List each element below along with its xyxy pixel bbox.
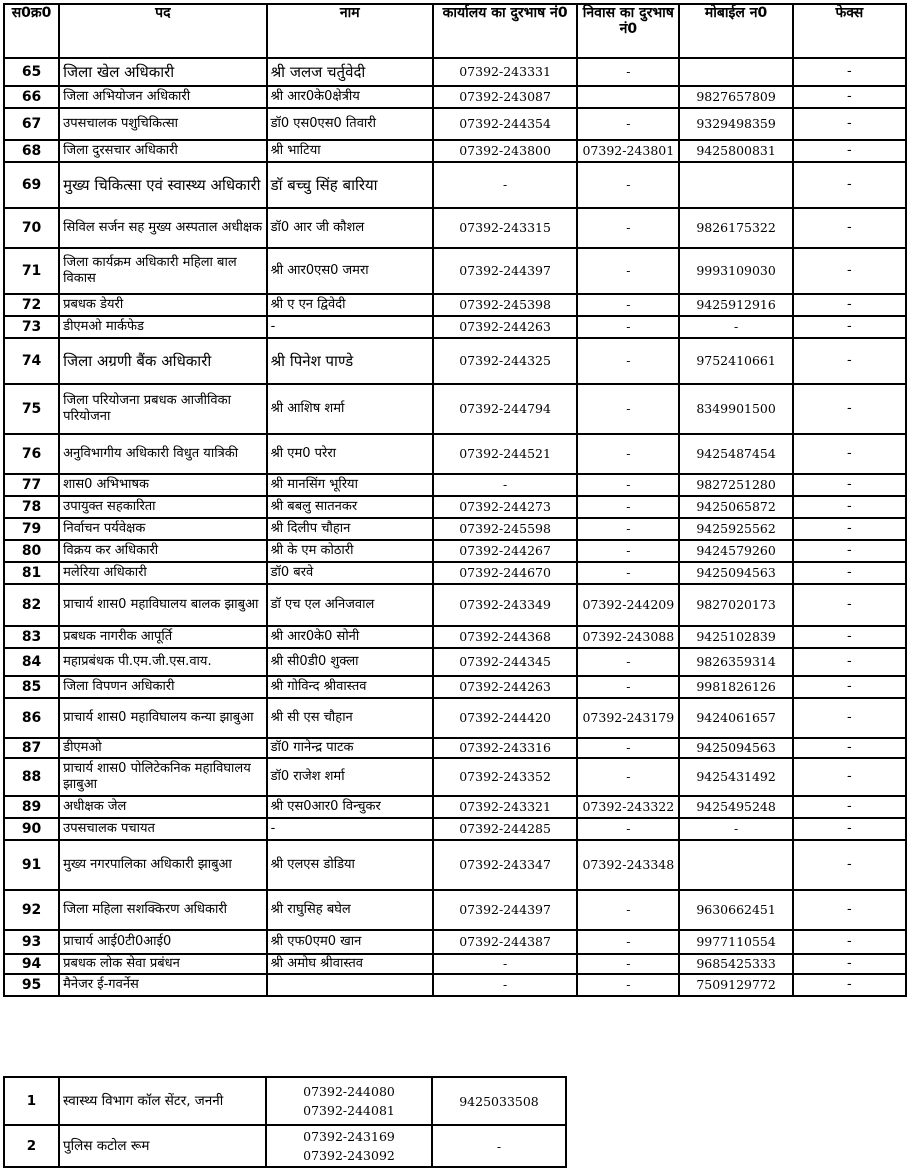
cell-name: श्री राघुसिह बघेल <box>267 890 433 930</box>
cell-mobile: 9424579260 <box>679 540 792 562</box>
header-office-phone: कार्यालय का दुरभाष नं0 <box>433 4 577 58</box>
cell-post: डीएमओ मार्कफेड <box>59 316 266 338</box>
cell-mobile: 9425094563 <box>679 738 792 758</box>
cell-serial: 77 <box>4 474 59 496</box>
cell-fax: - <box>793 294 906 316</box>
cell-post: प्रबधक लोक सेवा प्रबंधन <box>59 954 266 974</box>
cell-post: प्राचार्य शास0 महाविघालय कन्या झाबुआ <box>59 698 266 738</box>
cell-residence-phone: - <box>577 248 679 294</box>
cell-mobile: 9827020173 <box>679 584 792 626</box>
cell-residence-phone: - <box>577 562 679 584</box>
cell-residence-phone: - <box>577 676 679 698</box>
cell-post: जिला परियोजना प्रबधक आजीविका परियोजना <box>59 384 266 434</box>
cell-serial: 2 <box>4 1125 59 1167</box>
table-row <box>4 58 906 86</box>
cell-name: श्री गोविन्द श्रीवास्तव <box>267 676 433 698</box>
cell-office-phone: 07392-244354 <box>433 108 577 140</box>
table-row <box>4 738 906 758</box>
cell-mobile: - <box>432 1125 566 1167</box>
cell-fax: - <box>793 954 906 974</box>
cell-name: डॉ0 बरवे <box>267 562 433 584</box>
cell-name: श्री सी0डी0 शुक्ला <box>267 648 433 676</box>
cell-serial: 82 <box>4 584 59 626</box>
table-row <box>4 108 906 140</box>
cell-post: उपायुक्त सहकारिता <box>59 496 266 518</box>
cell-fax: - <box>793 162 906 208</box>
cell-office-phone: 07392-243349 <box>433 584 577 626</box>
cell-post: जिला महिला सशक्किरण अधिकारी <box>59 890 266 930</box>
cell-mobile: 9425431492 <box>679 758 792 796</box>
table-row <box>4 338 906 384</box>
cell-office-phone: 07392-243315 <box>433 208 577 248</box>
cell-office-phone: 07392-245398 <box>433 294 577 316</box>
table-row <box>4 562 906 584</box>
cell-mobile <box>679 162 792 208</box>
cell-residence-phone: - <box>577 108 679 140</box>
cell-name: डॉ0 राजेश शर्मा <box>267 758 433 796</box>
cell-fax: - <box>793 496 906 518</box>
cell-serial: 71 <box>4 248 59 294</box>
cell-mobile: 9329498359 <box>679 108 792 140</box>
cell-residence-phone: 07392-243322 <box>577 796 679 818</box>
cell-name: डॉ एच एल अनिजवाल <box>267 584 433 626</box>
cell-fax: - <box>793 584 906 626</box>
cell-residence-phone: - <box>577 540 679 562</box>
cell-serial: 89 <box>4 796 59 818</box>
cell-serial: 84 <box>4 648 59 676</box>
header-serial: स0क्र0 <box>4 4 59 58</box>
table-row <box>4 930 906 954</box>
cell-residence-phone: - <box>577 496 679 518</box>
header-row <box>4 4 906 58</box>
cell-service: पुलिस कटोल रूम <box>59 1125 266 1167</box>
cell-name: श्री सी एस चौहान <box>267 698 433 738</box>
cell-name: श्री बबलु सातनकर <box>267 496 433 518</box>
cell-residence-phone: - <box>577 474 679 496</box>
cell-fax: - <box>793 474 906 496</box>
cell-residence-phone: - <box>577 758 679 796</box>
cell-post: मलेरिया अधिकारी <box>59 562 266 584</box>
table-row <box>4 316 906 338</box>
table-row <box>4 434 906 474</box>
helpline-row <box>4 1125 566 1167</box>
table-row <box>4 140 906 162</box>
cell-post: शास0 अभिभाषक <box>59 474 266 496</box>
cell-fax: - <box>793 818 906 840</box>
cell-office-phone: 07392-243347 <box>433 840 577 890</box>
cell-residence-phone <box>577 86 679 108</box>
cell-mobile: - <box>679 316 792 338</box>
cell-post: उपसचालक पचायत <box>59 818 266 840</box>
cell-post: महाप्रबंधक पी.एम.जी.एस.वाय. <box>59 648 266 676</box>
cell-fax: - <box>793 930 906 954</box>
cell-office-phone: 07392-244397 <box>433 890 577 930</box>
cell-office-phone: 07392-244345 <box>433 648 577 676</box>
header-fax: फेक्स <box>793 4 906 58</box>
cell-residence-phone: - <box>577 316 679 338</box>
cell-post: विक्रय कर अधिकारी <box>59 540 266 562</box>
cell-phones <box>266 1125 432 1167</box>
table-row <box>4 954 906 974</box>
table-row <box>4 384 906 434</box>
table-row <box>4 974 906 996</box>
cell-serial: 92 <box>4 890 59 930</box>
header-residence-phone: निवास का दुरभाष नं0 <box>577 4 679 58</box>
cell-name: श्री भाटिया <box>267 140 433 162</box>
cell-phones <box>266 1077 432 1125</box>
cell-serial: 95 <box>4 974 59 996</box>
cell-fax: - <box>793 208 906 248</box>
helpline-row <box>4 1077 566 1125</box>
cell-mobile: 9425487454 <box>679 434 792 474</box>
cell-name: श्री के एम कोठारी <box>267 540 433 562</box>
phone-number: 07392-244080 <box>303 1084 395 1099</box>
cell-mobile: 9425065872 <box>679 496 792 518</box>
cell-mobile: 9752410661 <box>679 338 792 384</box>
cell-post: प्रबधक डेयरी <box>59 294 266 316</box>
phone-number: 07392-244081 <box>303 1103 395 1118</box>
cell-name: डॉ0 एस0एस0 तिवारी <box>267 108 433 140</box>
cell-name: श्री एम0 परेरा <box>267 434 433 474</box>
cell-mobile: 9425495248 <box>679 796 792 818</box>
table-row <box>4 294 906 316</box>
cell-name: श्री अमोघ श्रीवास्तव <box>267 954 433 974</box>
cell-serial: 68 <box>4 140 59 162</box>
cell-serial: 81 <box>4 562 59 584</box>
cell-office-phone: 07392-244325 <box>433 338 577 384</box>
cell-mobile: 9685425333 <box>679 954 792 974</box>
cell-name: श्री आर0एस0 जमरा <box>267 248 433 294</box>
cell-post: जिला खेल अधिकारी <box>59 58 266 86</box>
cell-serial: 80 <box>4 540 59 562</box>
table-row <box>4 890 906 930</box>
cell-fax: - <box>793 434 906 474</box>
cell-serial: 86 <box>4 698 59 738</box>
cell-residence-phone: - <box>577 294 679 316</box>
cell-office-phone: 07392-244397 <box>433 248 577 294</box>
cell-mobile: 9977110554 <box>679 930 792 954</box>
cell-serial: 69 <box>4 162 59 208</box>
cell-service: स्वास्थ्य विभाग कॉल सेंटर, जननी <box>59 1077 266 1125</box>
cell-fax: - <box>793 316 906 338</box>
cell-office-phone: 07392-244267 <box>433 540 577 562</box>
cell-post: जिला कार्यक्रम अधिकारी महिला बाल विकास <box>59 248 266 294</box>
cell-serial: 83 <box>4 626 59 648</box>
cell-residence-phone: - <box>577 518 679 540</box>
cell-name: - <box>267 818 433 840</box>
cell-office-phone: - <box>433 162 577 208</box>
cell-name: श्री पिनेश पाण्डे <box>267 338 433 384</box>
header-mobile: मोबाईल न0 <box>679 4 792 58</box>
cell-office-phone: 07392-243800 <box>433 140 577 162</box>
cell-name: श्री आर0के0क्षेत्रीय <box>267 86 433 108</box>
cell-serial: 91 <box>4 840 59 890</box>
cell-office-phone: 07392-244521 <box>433 434 577 474</box>
cell-mobile: 9425912916 <box>679 294 792 316</box>
cell-fax: - <box>793 738 906 758</box>
cell-residence-phone: - <box>577 954 679 974</box>
table-row <box>4 676 906 698</box>
cell-office-phone: 07392-244670 <box>433 562 577 584</box>
table-row <box>4 496 906 518</box>
cell-name: श्री आर0के0 सोनी <box>267 626 433 648</box>
cell-fax: - <box>793 562 906 584</box>
table-row <box>4 474 906 496</box>
cell-residence-phone: - <box>577 434 679 474</box>
cell-post: मुख्य चिकित्सा एवं स्वास्थ्य अधिकारी <box>59 162 266 208</box>
cell-serial: 94 <box>4 954 59 974</box>
cell-office-phone: 07392-243316 <box>433 738 577 758</box>
cell-residence-phone: - <box>577 890 679 930</box>
cell-name: श्री ए एन द्विवेदी <box>267 294 433 316</box>
cell-name: श्री एस0आर0 विन्चुकर <box>267 796 433 818</box>
cell-office-phone: 07392-244368 <box>433 626 577 648</box>
phone-number: 07392-243092 <box>303 1148 395 1163</box>
cell-name <box>267 974 433 996</box>
table-row <box>4 540 906 562</box>
cell-serial: 76 <box>4 434 59 474</box>
cell-mobile: 9826359314 <box>679 648 792 676</box>
cell-serial: 88 <box>4 758 59 796</box>
cell-mobile: 9993109030 <box>679 248 792 294</box>
cell-serial: 74 <box>4 338 59 384</box>
cell-post: जिला अग्रणी बैंक अधिकारी <box>59 338 266 384</box>
cell-office-phone: - <box>433 974 577 996</box>
cell-residence-phone: - <box>577 338 679 384</box>
cell-post: उपसचालक पशुचिकित्सा <box>59 108 266 140</box>
cell-name: श्री एलएस डोडिया <box>267 840 433 890</box>
cell-office-phone: - <box>433 954 577 974</box>
helpline-table <box>3 1076 567 1168</box>
cell-residence-phone: - <box>577 738 679 758</box>
cell-name: श्री दिलीप चौहान <box>267 518 433 540</box>
cell-fax: - <box>793 140 906 162</box>
cell-residence-phone: - <box>577 974 679 996</box>
cell-post: प्राचार्य आई0टी0आई0 <box>59 930 266 954</box>
cell-office-phone: 07392-244273 <box>433 496 577 518</box>
cell-name: डॉ बच्चु सिंह बारिया <box>267 162 433 208</box>
cell-office-phone: 07392-244794 <box>433 384 577 434</box>
cell-fax: - <box>793 86 906 108</box>
cell-fax: - <box>793 518 906 540</box>
cell-residence-phone: - <box>577 648 679 676</box>
cell-post: मैनेजर ई-गवर्नेस <box>59 974 266 996</box>
cell-office-phone: 07392-245598 <box>433 518 577 540</box>
cell-mobile <box>679 58 792 86</box>
cell-serial: 79 <box>4 518 59 540</box>
cell-mobile: 9424061657 <box>679 698 792 738</box>
cell-mobile: 8349901500 <box>679 384 792 434</box>
cell-residence-phone: - <box>577 208 679 248</box>
cell-residence-phone: - <box>577 58 679 86</box>
cell-fax: - <box>793 648 906 676</box>
cell-fax: - <box>793 338 906 384</box>
table-row <box>4 758 906 796</box>
cell-office-phone: 07392-244420 <box>433 698 577 738</box>
cell-office-phone: 07392-243087 <box>433 86 577 108</box>
cell-post: जिला दुरसचार अधिकारी <box>59 140 266 162</box>
cell-office-phone: 07392-244263 <box>433 316 577 338</box>
cell-residence-phone: 07392-243348 <box>577 840 679 890</box>
cell-post: सिविल सर्जन सह मुख्य अस्पताल अधीक्षक <box>59 208 266 248</box>
header-post: पद <box>59 4 266 58</box>
cell-post: निर्वाचन पर्यवेक्षक <box>59 518 266 540</box>
cell-residence-phone: 07392-243179 <box>577 698 679 738</box>
cell-residence-phone: 07392-243088 <box>577 626 679 648</box>
cell-mobile: 9425800831 <box>679 140 792 162</box>
cell-serial: 66 <box>4 86 59 108</box>
header-name: नाम <box>267 4 433 58</box>
cell-fax: - <box>793 698 906 738</box>
cell-mobile: - <box>679 818 792 840</box>
cell-post: अधीक्षक जेल <box>59 796 266 818</box>
cell-residence-phone: - <box>577 384 679 434</box>
cell-fax: - <box>793 974 906 996</box>
cell-fax: - <box>793 384 906 434</box>
cell-fax: - <box>793 58 906 86</box>
cell-residence-phone: 07392-243801 <box>577 140 679 162</box>
cell-office-phone: 07392-243331 <box>433 58 577 86</box>
cell-residence-phone: 07392-244209 <box>577 584 679 626</box>
phone-number: 07392-243169 <box>303 1129 395 1144</box>
cell-serial: 67 <box>4 108 59 140</box>
table-row <box>4 248 906 294</box>
table-row <box>4 584 906 626</box>
cell-mobile <box>679 840 792 890</box>
cell-serial: 78 <box>4 496 59 518</box>
cell-office-phone: 07392-244263 <box>433 676 577 698</box>
cell-post: जिला विपणन अधिकारी <box>59 676 266 698</box>
cell-name: श्री एफ0एम0 खान <box>267 930 433 954</box>
cell-mobile: 9981826126 <box>679 676 792 698</box>
cell-name: - <box>267 316 433 338</box>
contact-directory-table <box>3 3 907 997</box>
cell-serial: 70 <box>4 208 59 248</box>
table-row <box>4 626 906 648</box>
cell-office-phone: 07392-244387 <box>433 930 577 954</box>
cell-post: प्रबधक नागरीक आपूर्ति <box>59 626 266 648</box>
table-row <box>4 648 906 676</box>
cell-fax: - <box>793 890 906 930</box>
cell-fax: - <box>793 248 906 294</box>
cell-mobile: 9630662451 <box>679 890 792 930</box>
cell-mobile: 9827657809 <box>679 86 792 108</box>
cell-mobile: 7509129772 <box>679 974 792 996</box>
cell-serial: 72 <box>4 294 59 316</box>
cell-serial: 85 <box>4 676 59 698</box>
cell-mobile: 9425102839 <box>679 626 792 648</box>
cell-office-phone: 07392-243321 <box>433 796 577 818</box>
cell-mobile: 9827251280 <box>679 474 792 496</box>
cell-name: श्री जलज चर्तुवेदी <box>267 58 433 86</box>
cell-fax: - <box>793 840 906 890</box>
cell-serial: 65 <box>4 58 59 86</box>
cell-serial: 75 <box>4 384 59 434</box>
cell-mobile: 9425033508 <box>432 1077 566 1125</box>
table-row <box>4 698 906 738</box>
cell-fax: - <box>793 540 906 562</box>
cell-fax: - <box>793 108 906 140</box>
table-row <box>4 796 906 818</box>
cell-serial: 93 <box>4 930 59 954</box>
cell-residence-phone: - <box>577 818 679 840</box>
cell-post: अनुविभागीय अधिकारी विधुत यात्रिकी <box>59 434 266 474</box>
cell-post: प्राचार्य शास0 महाविघालय बालक झाबुआ <box>59 584 266 626</box>
cell-name: डॉ0 आर जी कौशल <box>267 208 433 248</box>
cell-name: डॉ0 गानेन्द्र पाटक <box>267 738 433 758</box>
cell-name: श्री आशिष शर्मा <box>267 384 433 434</box>
cell-serial: 87 <box>4 738 59 758</box>
cell-fax: - <box>793 758 906 796</box>
cell-serial: 90 <box>4 818 59 840</box>
cell-post: मुख्य नगरपालिका अधिकारी झाबुआ <box>59 840 266 890</box>
cell-office-phone: 07392-244285 <box>433 818 577 840</box>
cell-residence-phone: - <box>577 162 679 208</box>
table-row <box>4 518 906 540</box>
cell-fax: - <box>793 676 906 698</box>
table-row <box>4 840 906 890</box>
cell-fax: - <box>793 796 906 818</box>
cell-post: डीएमओ <box>59 738 266 758</box>
cell-serial: 73 <box>4 316 59 338</box>
cell-mobile: 9425925562 <box>679 518 792 540</box>
table-row <box>4 818 906 840</box>
cell-name: श्री मानसिंग भूरिया <box>267 474 433 496</box>
cell-post: प्राचार्य शास0 पोलिटेकनिक महाविघालय झाबुआ <box>59 758 266 796</box>
cell-mobile: 9425094563 <box>679 562 792 584</box>
cell-office-phone: 07392-243352 <box>433 758 577 796</box>
table-row <box>4 208 906 248</box>
cell-serial: 1 <box>4 1077 59 1125</box>
cell-post: जिला अभियोजन अधिकारी <box>59 86 266 108</box>
cell-fax: - <box>793 626 906 648</box>
table-row <box>4 86 906 108</box>
cell-mobile: 9826175322 <box>679 208 792 248</box>
table-row <box>4 162 906 208</box>
cell-office-phone: - <box>433 474 577 496</box>
cell-residence-phone: - <box>577 930 679 954</box>
